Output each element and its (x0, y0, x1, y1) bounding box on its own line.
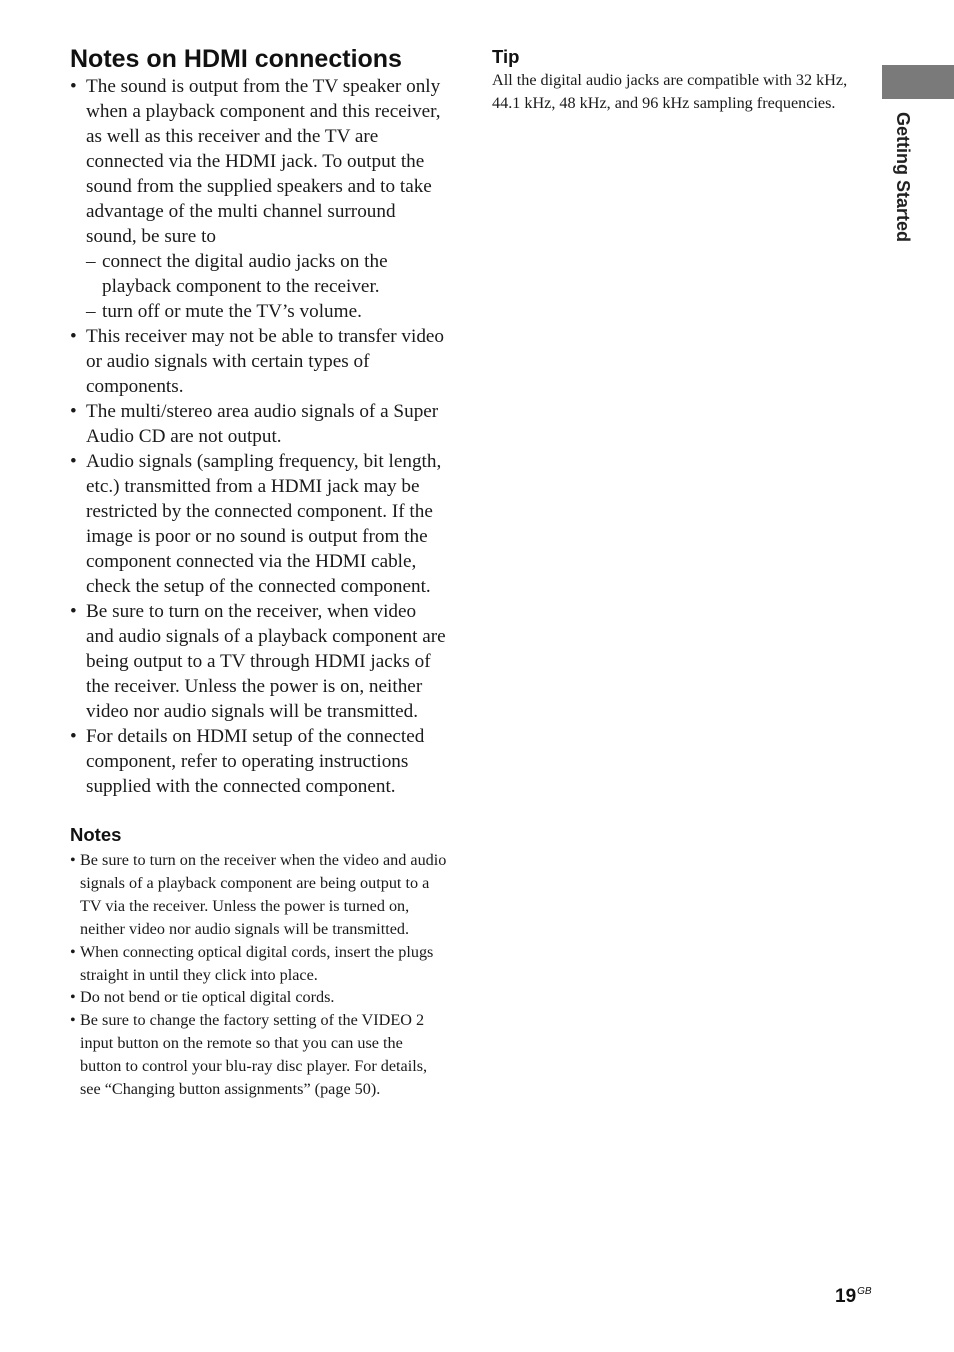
page-title: Notes on HDMI connections (70, 45, 402, 73)
note-item: • Do not bend or tie optical digital cords. (70, 986, 448, 1009)
list-item: • Audio signals (sampling frequency, bit length, etc.) transmitted from a HDMI jack may be restricted by the connected component. If the image is poor or no sound is output from the component connected via the HDMI cable, check the setup of the connected component. (70, 449, 448, 599)
page-number (835, 1280, 872, 1309)
tip-heading: Tip (492, 46, 520, 67)
list-item: • This receiver may not be able to transfer video or audio signals with certain types of components. (70, 324, 448, 399)
section-label-text: Getting Started (893, 112, 913, 243)
notes-list (70, 849, 448, 1101)
sub-list (86, 249, 448, 324)
sub-list-item: – connect the digital audio jacks on the playback component to the receiver. (86, 249, 448, 299)
main-column (70, 44, 448, 1101)
page-number-suffix: GB (857, 1286, 872, 1297)
list-item (70, 74, 448, 324)
page-number-value: 19 (835, 1286, 857, 1307)
list-item: • Be sure to turn on the receiver, when video and audio signals of a playback component are being output to a TV through HDMI jacks of the receiver. Unless the power is on, neither video nor audio signals will be transmitted. (70, 599, 448, 724)
list-item: • The multi/stereo area audio signals of a Super Audio CD are not output. (70, 399, 448, 449)
section-label (888, 112, 918, 272)
notes-heading: Notes (70, 824, 122, 845)
note-item: • When connecting optical digital cords, insert the plugs straight in until they click into place. (70, 941, 448, 987)
section-tab (882, 65, 954, 99)
sub-list-item: – turn off or mute the TV’s volume. (86, 299, 448, 324)
hdmi-notes-list (70, 74, 448, 799)
note-item: • Be sure to turn on the receiver when the video and audio signals of a playback component are being output to a TV via the receiver. Unless the power is turned on, neither video nor audio signals will be transmitted. (70, 849, 448, 941)
note-item: • Be sure to change the factory setting of the VIDEO 2 input button on the remote so that you can use the button to control your blu-ray disc player. For details, see “Changing button assignments” (page 50). (70, 1009, 448, 1101)
tip-column (492, 45, 857, 115)
list-item-text: The sound is output from the TV speaker only when a playback component and this receiver, as well as this receiver and the TV are connected via the HDMI jack. To output the sound from the supplied speakers and to take advantage of the multi channel surround sound, be sure to (86, 76, 441, 247)
tip-text: All the digital audio jacks are compatible with 32 kHz, 44.1 kHz, 48 kHz, and 96 kHz sampling frequencies. (492, 71, 848, 112)
list-item: • For details on HDMI setup of the connected component, refer to operating instructions supplied with the connected component. (70, 724, 448, 799)
